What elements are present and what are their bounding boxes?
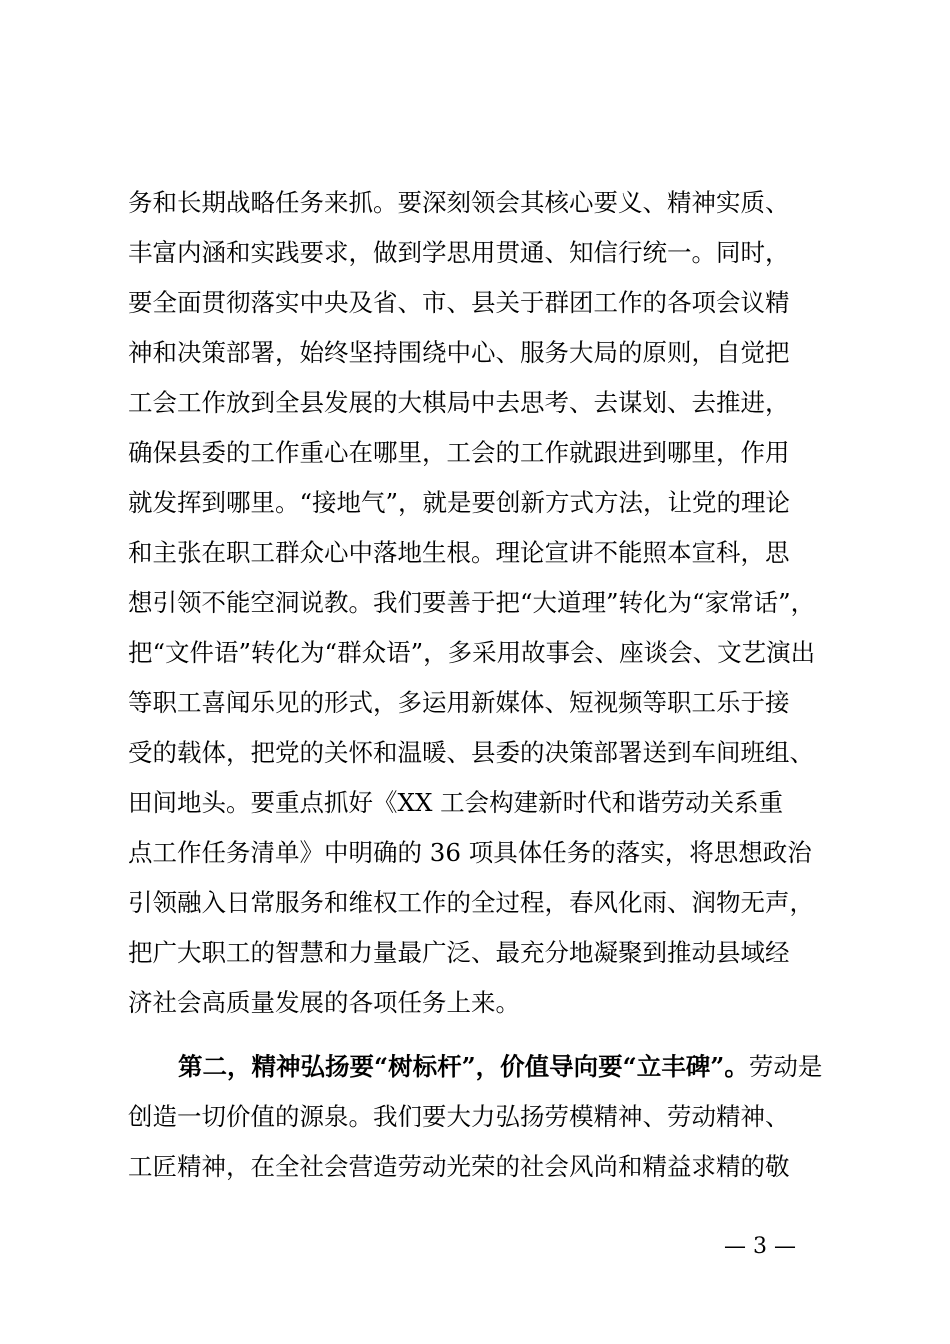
section-heading: 第二，精神弘扬要“树标杆”，价值导向要“立丰碑”。 bbox=[178, 1052, 749, 1081]
paragraph-2 bbox=[128, 1042, 848, 1192]
text-line: 想引领不能空洞说教。我们要善于把“大道理”转化为“家常话”， bbox=[128, 588, 816, 617]
paragraph-gap bbox=[128, 1028, 848, 1042]
text-line: 等职工喜闻乐见的形式，多运用新媒体、短视频等职工乐于接 bbox=[128, 688, 790, 717]
text-line: 确保县委的工作重心在哪里，工会的工作就跟进到哪里，作用 bbox=[128, 438, 790, 467]
text-line bbox=[128, 1042, 848, 1092]
text-line: 要全面贯彻落实中央及省、市、县关于群团工作的各项会议精 bbox=[128, 288, 790, 317]
text-line: 引领融入日常服务和维权工作的全过程，春风化雨、润物无声， bbox=[128, 888, 814, 917]
text-line: 就发挥到哪里。“接地气”，就是要创新方式方法，让党的理论 bbox=[128, 488, 791, 517]
text-line: 务和长期战略任务来抓。要深刻领会其核心要义、精神实质、 bbox=[128, 188, 790, 217]
text-line: 工会工作放到全县发展的大棋局中去思考、去谋划、去推进， bbox=[128, 388, 790, 417]
text-line: 创造一切价值的源泉。我们要大力弘扬劳模精神、劳动精神、 bbox=[128, 1102, 790, 1131]
body-text bbox=[128, 178, 848, 1192]
text-line: 神和决策部署，始终坚持围绕中心、服务大局的原则，自觉把 bbox=[128, 338, 790, 367]
text-line: 丰富内涵和实践要求，做到学思用贯通、知信行统一。同时， bbox=[128, 238, 790, 267]
text-line: 把广大职工的智慧和力量最广泛、最充分地凝聚到推动县域经 bbox=[128, 938, 790, 967]
text-line: 工匠精神，在全社会营造劳动光荣的社会风尚和精益求精的敬 bbox=[128, 1152, 790, 1181]
text-line: 和主张在职工群众心中落地生根。理论宣讲不能照本宣科，思 bbox=[128, 538, 790, 567]
page-number: — 3 — bbox=[724, 1234, 796, 1259]
text-line: 济社会高质量发展的各项任务上来。 bbox=[128, 988, 520, 1017]
paragraph-1 bbox=[128, 178, 848, 1028]
text-line: 田间地头。要重点抓好《XX 工会构建新时代和谐劳动关系重 bbox=[128, 788, 784, 817]
text-line: 受的载体，把党的关怀和温暖、县委的决策部署送到车间班组、 bbox=[128, 738, 814, 767]
text-line: 把“文件语”转化为“群众语”，多采用故事会、座谈会、文艺演出 bbox=[128, 638, 816, 667]
heading-line-rest: 劳动是 bbox=[748, 1052, 823, 1081]
text-line: 点工作任务清单》中明确的 36 项具体任务的落实，将思想政治 bbox=[128, 838, 812, 867]
